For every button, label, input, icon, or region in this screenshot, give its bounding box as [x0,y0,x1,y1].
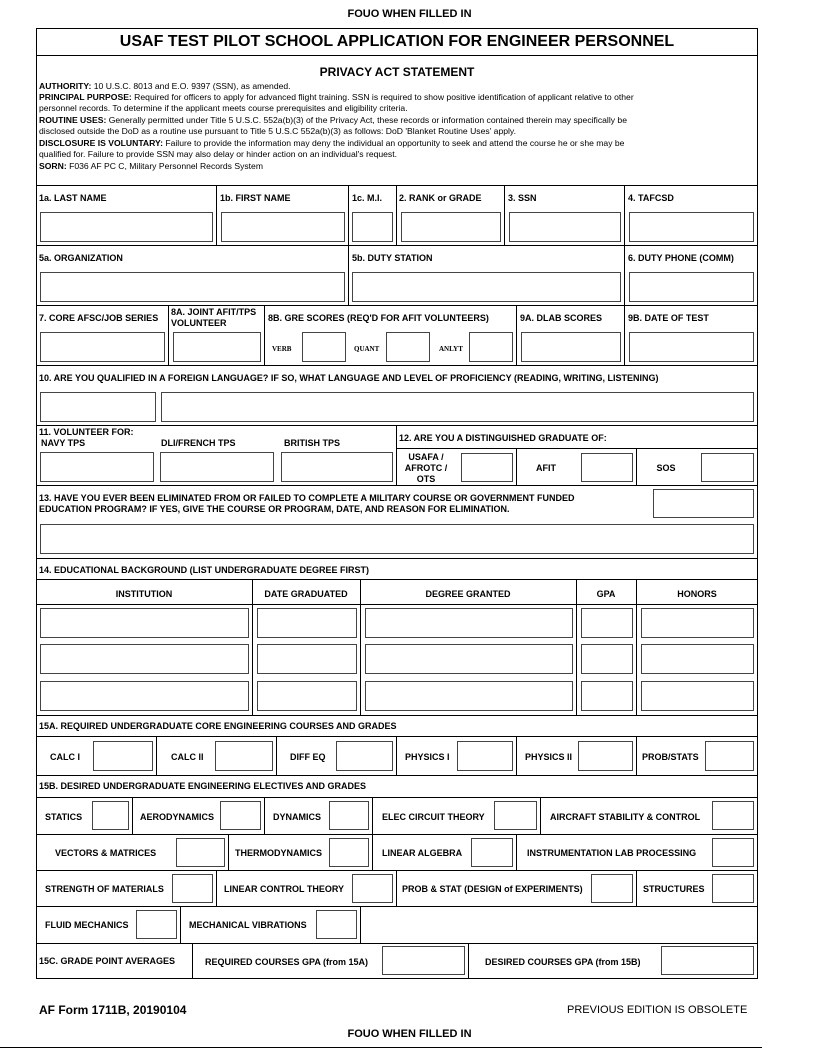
structures-grade-field[interactable] [712,874,754,903]
col-divider [192,943,193,979]
foreign-language-label: 10. ARE YOU QUALIFIED IN A FOREIGN LANGUAGE? IF SO, WHAT LANGUAGE AND LEVEL OF PROFICIENCY (READING, WRITING, LISTENING) [39,373,659,383]
prob-stat-doe-grade-field[interactable] [591,874,633,903]
divider [36,425,758,426]
col-divider [216,870,217,906]
british-tps-label: BRITISH TPS [284,438,341,448]
physics2-grade-field[interactable] [578,741,633,771]
thermodynamics-grade-field[interactable] [329,838,369,867]
core-afsc-label: 7. CORE AFSC/JOB SERIES [39,313,159,323]
col-divider [264,797,265,834]
navy-tps-label: NAVY TPS [41,438,86,448]
privacy-sorn: SORN: F036 AF PC C, Military Personnel Records System [39,161,263,171]
instrumentation-label: INSTRUMENTATION LAB PROCESSING [527,848,697,858]
ssn-field[interactable] [509,212,621,242]
honors-field-2[interactable] [641,644,754,674]
gre-label: 8B. GRE SCORES (REQ'D FOR AFIT VOLUNTEERS) [268,313,489,323]
honors-header: HONORS [677,589,717,599]
first-name-label: 1b. FIRST NAME [220,193,291,203]
col-divider [516,834,517,870]
probstats-grade-field[interactable] [705,741,754,771]
col-divider [372,797,373,834]
mi-field[interactable] [352,212,393,242]
vectors-label: VECTORS & MATRICES [55,848,157,858]
desired-gpa-label: DESIRED COURSES GPA (from 15B) [485,957,641,967]
linear-control-grade-field[interactable] [352,874,393,903]
aircraft-stability-grade-field[interactable] [712,801,754,830]
obsolete-notice: PREVIOUS EDITION IS OBSOLETE [567,1004,748,1016]
gpa-averages-label: 15C. GRADE POINT AVERAGES [39,956,176,966]
divider [36,185,758,186]
rank-field[interactable] [401,212,501,242]
col-divider [168,305,169,365]
core-afsc-field[interactable] [40,332,165,362]
date-test-field[interactable] [629,332,754,362]
col-divider [396,736,397,775]
british-tps-field[interactable] [281,452,393,482]
divider [36,604,758,605]
col-divider [624,305,625,365]
col-divider [516,448,517,485]
date-graduated-header: DATE GRADUATED [264,589,348,599]
duty-station-field[interactable] [352,272,621,302]
organization-field[interactable] [40,272,345,302]
honors-field-3[interactable] [641,681,754,711]
degree-field-2[interactable] [365,644,573,674]
divider [36,55,758,56]
date-graduated-field-1[interactable] [257,608,357,638]
electives-heading: 15B. DESIRED UNDERGRADUATE ENGINEERING ELECTIVES AND GRADES [39,781,367,791]
col-divider [348,245,349,305]
bottom-fouo-banner: FOUO WHEN FILLED IN [347,1028,472,1040]
strength-materials-grade-field[interactable] [172,874,213,903]
fluid-mechanics-label: FLUID MECHANICS [45,920,129,930]
linear-control-label: LINEAR CONTROL THEORY [224,884,345,894]
institution-field-2[interactable] [40,644,249,674]
honors-field-1[interactable] [641,608,754,638]
gpa-header: GPA [596,589,616,599]
col-divider [180,906,181,943]
linear-algebra-grade-field[interactable] [471,838,513,867]
tafcsd-field[interactable] [629,212,754,242]
institution-field-3[interactable] [40,681,249,711]
aerodynamics-label: AERODYNAMICS [140,812,215,822]
ssn-label: 3. SSN [508,193,537,203]
degree-granted-header: DEGREE GRANTED [425,589,511,599]
mechanical-vibrations-grade-field[interactable] [316,910,357,939]
divider [36,365,758,366]
col-divider [636,870,637,906]
afit-field[interactable] [581,453,633,482]
col-divider [228,834,229,870]
divider [36,736,758,737]
col-divider [264,305,265,365]
dynamics-grade-field[interactable] [329,801,369,830]
col-divider [636,736,637,775]
eliminated-label-2: EDUCATION PROGRAM? IF YES, GIVE THE COURSE OR PROGRAM, DATE, AND REASON FOR ELIMINATION. [39,504,510,514]
col-divider [516,305,517,365]
top-fouo-banner: FOUO WHEN FILLED IN [347,8,472,20]
usafa-label: USAFA / [408,452,444,462]
col-divider [468,943,469,979]
divider [36,775,758,776]
anlyt-score-field[interactable] [469,332,513,362]
core-courses-heading: 15A. REQUIRED UNDERGRADUATE CORE ENGINEERING COURSES AND GRADES [39,721,397,731]
afit-label: AFIT [536,463,556,473]
mechanical-vibrations-label: MECHANICAL VIBRATIONS [189,920,307,930]
strength-materials-label: STRENGTH OF MATERIALS [45,884,164,894]
privacy-purpose-cont: personnel records. To determine if the applicant meets course prerequisites and eligibility criteria. [39,103,408,113]
instrumentation-grade-field[interactable] [712,838,754,867]
physics1-grade-field[interactable] [457,741,513,771]
proficiency-field[interactable] [161,392,754,422]
col-divider [348,185,349,245]
col-divider [396,185,397,245]
institution-header: INSTITUTION [115,589,173,599]
col-divider [216,185,217,245]
divider [36,797,758,798]
duty-phone-field[interactable] [629,272,754,302]
date-graduated-field-2[interactable] [257,644,357,674]
dynamics-label: DYNAMICS [273,812,322,822]
volunteer-label: 11. VOLUNTEER FOR: [39,427,134,437]
col-divider [252,579,253,715]
col-divider [360,579,361,715]
degree-field-1[interactable] [365,608,573,638]
vectors-grade-field[interactable] [176,838,225,867]
joint-afit-label: 8A. JOINT AFIT/TPS [171,307,257,317]
privacy-disclosure: DISCLOSURE IS VOLUNTARY: Failure to provide the information may deny the individual an opportunity to seek and attend the course he or she may be [39,138,625,148]
col-divider [132,797,133,834]
divider [36,715,758,716]
anlyt-label: ANLYT [439,345,463,353]
col-divider [624,185,625,245]
date-graduated-field-3[interactable] [257,681,357,711]
diffeq-grade-field[interactable] [336,741,393,771]
privacy-disclosure-cont: qualified for. Failure to provide SSN may also delay or hinder action on an individual's request. [39,149,398,159]
duty-phone-label: 6. DUTY PHONE (COMM) [628,253,734,263]
statics-label: STATICS [45,812,83,822]
divider [36,245,758,246]
divider [36,943,758,944]
duty-station-label: 5b. DUTY STATION [352,253,433,263]
calc2-grade-field[interactable] [215,741,273,771]
date-test-label: 9B. DATE OF TEST [628,313,709,323]
col-divider [636,579,637,715]
col-divider [372,834,373,870]
privacy-routine: ROUTINE USES: Generally permitted under Title 5 U.S.C. 552a(b)(3) of the Privacy Act, these records or information contained therein may specifically be [39,115,627,125]
required-gpa-label: REQUIRED COURSES GPA (from 15A) [205,957,369,967]
linear-algebra-label: LINEAR ALGEBRA [382,848,463,858]
elimination-details-field[interactable] [40,524,754,554]
gpa-field-1[interactable] [581,608,633,638]
afrotc-label: AFROTC / [404,463,448,473]
divider [396,448,758,449]
verb-label: VERB [272,345,292,353]
privacy-purpose: PRINCIPAL PURPOSE: Required for officers to apply for advanced flight training. SSN is required to show positive identification of applicant relative to other [39,92,634,102]
usafa-field[interactable] [461,453,513,482]
first-name-field[interactable] [221,212,345,242]
col-divider [396,870,397,906]
required-gpa-field[interactable] [382,946,465,975]
dlab-field[interactable] [521,332,621,362]
rank-label: 2. RANK or GRADE [399,193,482,203]
aircraft-stability-label: AIRCRAFT STABILITY & CONTROL [550,812,701,822]
divider [36,870,758,871]
education-heading: 14. EDUCATIONAL BACKGROUND (LIST UNDERGRADUATE DEGREE FIRST) [39,565,370,575]
quant-label: QUANT [354,345,380,353]
probstats-label: PROB/STATS [642,752,699,762]
physics1-label: PHYSICS I [405,752,450,762]
form-id: AF Form 1711B, 20190104 [39,1003,187,1017]
divider [36,485,758,486]
desired-gpa-field[interactable] [661,946,754,975]
calc1-grade-field[interactable] [93,741,153,771]
diffeq-label: DIFF EQ [290,752,326,762]
divider [36,305,758,306]
eliminated-label: 13. HAVE YOU EVER BEEN ELIMINATED FROM OR FAILED TO COMPLETE A MILITARY COURSE OR GOVERNMENT FUNDED [39,493,575,503]
col-divider [636,448,637,485]
statics-grade-field[interactable] [92,801,129,830]
page-bottom-rule [0,1047,762,1048]
col-divider [276,736,277,775]
col-divider [360,906,361,943]
physics2-label: PHYSICS II [525,752,573,762]
col-divider [540,797,541,834]
divider [36,579,758,580]
joint-afit-label-2: VOLUNTEER [171,318,227,328]
language-field[interactable] [40,392,156,422]
quant-score-field[interactable] [386,332,430,362]
fluid-mechanics-grade-field[interactable] [136,910,177,939]
dli-french-label: DLI/FRENCH TPS [161,438,236,448]
gpa-field-2[interactable] [581,644,633,674]
col-divider [624,245,625,305]
distinguished-grad-label: 12. ARE YOU A DISTINGUISHED GRADUATE OF: [399,433,607,443]
calc2-label: CALC II [171,752,204,762]
dli-french-field[interactable] [160,452,274,482]
structures-label: STRUCTURES [643,884,705,894]
calc1-label: CALC I [50,752,80,762]
mi-label: 1c. M.I. [352,193,383,203]
eliminated-answer-field[interactable] [653,489,754,518]
col-divider [504,185,505,245]
col-divider [156,736,157,775]
privacy-authority: AUTHORITY: 10 U.S.C. 8013 and E.O. 9397 (SSN), as amended. [39,81,291,91]
organization-label: 5a. ORGANIZATION [39,253,123,263]
dlab-label: 9A. DLAB SCORES [520,313,603,323]
privacy-heading: PRIVACY ACT STATEMENT [319,65,475,79]
navy-tps-field[interactable] [40,452,154,482]
sos-label: SOS [656,463,676,473]
degree-field-3[interactable] [365,681,573,711]
verb-score-field[interactable] [302,332,346,362]
divider [36,906,758,907]
elec-circuit-label: ELEC CIRCUIT THEORY [382,812,485,822]
elec-circuit-grade-field[interactable] [494,801,537,830]
prob-stat-doe-label: PROB & STAT (DESIGN of EXPERIMENTS) [402,884,583,894]
col-divider [516,736,517,775]
aerodynamics-grade-field[interactable] [220,801,261,830]
divider [36,558,758,559]
joint-afit-field[interactable] [173,332,261,362]
ots-label: OTS [416,474,436,484]
col-divider [396,425,397,485]
gpa-field-3[interactable] [581,681,633,711]
last-name-field[interactable] [40,212,213,242]
privacy-routine-cont: disclosed outside the DoD as a routine use pursuant to Title 5 U.S.C 552a(b)(3) as follows: DoD 'Blanket Routine Uses' apply. [39,126,516,136]
institution-field-1[interactable] [40,608,249,638]
col-divider [576,579,577,715]
divider [36,834,758,835]
tafcsd-label: 4. TAFCSD [628,193,674,203]
sos-field[interactable] [701,453,754,482]
thermodynamics-label: THERMODYNAMICS [235,848,322,858]
last-name-label: 1a. LAST NAME [39,193,107,203]
form-title: USAF TEST PILOT SCHOOL APPLICATION FOR ENGINEER PERSONNEL [119,33,675,50]
